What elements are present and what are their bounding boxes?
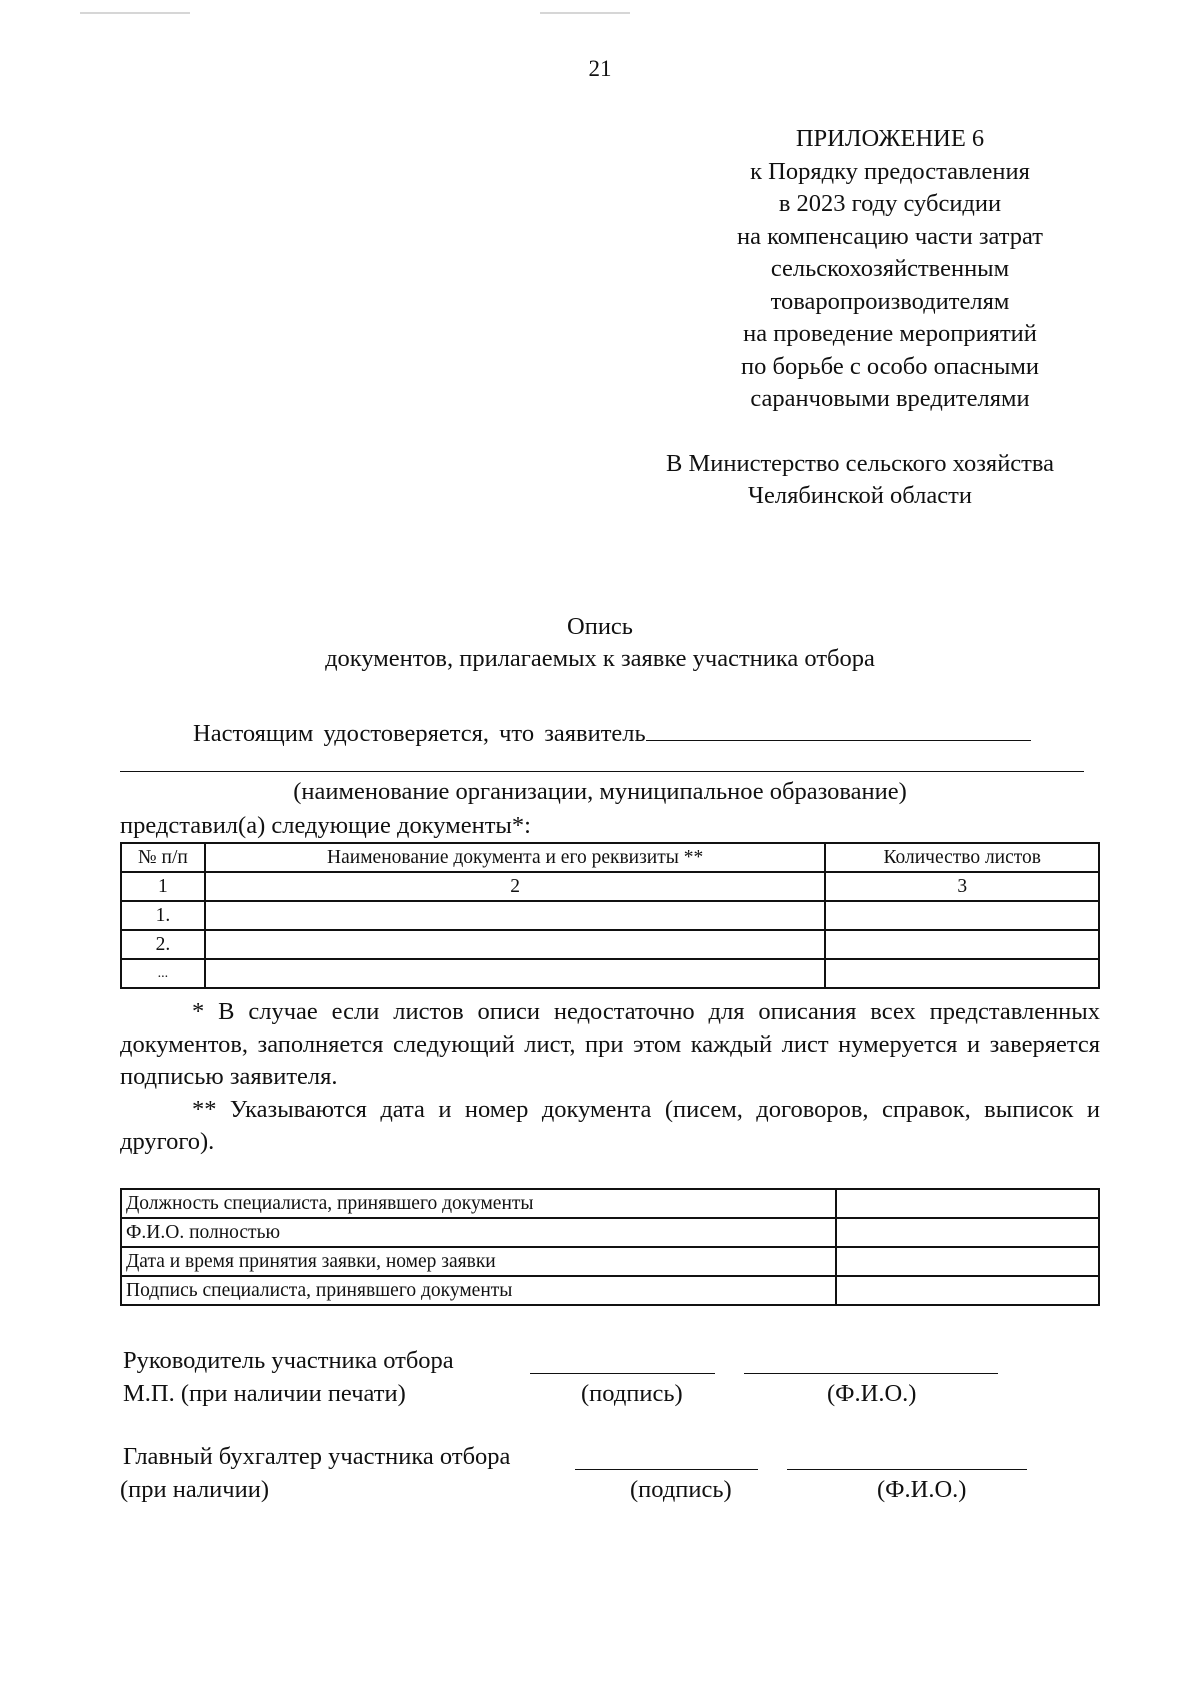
accountant-signature-label: Главный бухгалтер участника отбора bbox=[123, 1443, 511, 1470]
documents-table bbox=[120, 842, 1100, 989]
numbering-cell: 2 bbox=[205, 872, 826, 901]
reception-label: Должность специалиста, принявшего документы bbox=[121, 1189, 836, 1218]
reception-table bbox=[120, 1188, 1100, 1306]
certify-line bbox=[193, 716, 1031, 748]
applicant-field-continuation[interactable] bbox=[120, 771, 1084, 772]
appendix-line: по борьбе с особо опасными bbox=[741, 352, 1039, 380]
sheet-count-cell[interactable] bbox=[825, 959, 1099, 988]
document-name-cell[interactable] bbox=[205, 901, 826, 930]
accountant-signature-caption: (подпись) bbox=[630, 1476, 732, 1503]
header-cell: № п/п bbox=[121, 843, 205, 872]
table-header-row bbox=[121, 843, 1099, 872]
applicant-field[interactable] bbox=[646, 716, 1031, 741]
table-row bbox=[121, 1247, 1099, 1276]
head-name-field[interactable] bbox=[744, 1373, 998, 1374]
header-cell: Количество листов bbox=[825, 843, 1099, 872]
addressee bbox=[600, 448, 1120, 512]
appendix-line: на проведение мероприятий bbox=[743, 320, 1037, 347]
title-line-1: Опись bbox=[567, 613, 633, 640]
accountant-signature-field[interactable] bbox=[575, 1469, 758, 1470]
title-line-2: документов, прилагаемых к заявке участника отбора bbox=[325, 645, 875, 672]
appendix-line: саранчовыми вредителями bbox=[750, 385, 1030, 412]
table-row bbox=[121, 959, 1099, 988]
head-name-caption: (Ф.И.О.) bbox=[827, 1380, 917, 1407]
table-row bbox=[121, 1218, 1099, 1247]
document-title bbox=[0, 611, 1200, 675]
reception-value-cell[interactable] bbox=[836, 1189, 1099, 1218]
reception-value-cell[interactable] bbox=[836, 1276, 1099, 1305]
head-signature-caption: (подпись) bbox=[581, 1380, 683, 1407]
appendix-line: ПРИЛОЖЕНИЕ 6 bbox=[795, 125, 985, 152]
table-row bbox=[121, 1189, 1099, 1218]
head-signature-label: Руководитель участника отбора bbox=[123, 1347, 454, 1374]
addressee-line: В Министерство сельского хозяйства bbox=[665, 450, 1055, 477]
accountant-sublabel: (при наличии) bbox=[120, 1476, 269, 1503]
header-cell: Наименование документа и его реквизиты ** bbox=[205, 843, 826, 872]
org-hint: (наименование организации, муниципальное образование) bbox=[293, 778, 907, 805]
appendix-line: в 2023 году субсидии bbox=[778, 190, 1002, 217]
addressee-line: Челябинской области bbox=[748, 482, 972, 509]
head-signature-field[interactable] bbox=[530, 1373, 715, 1374]
reception-value-cell[interactable] bbox=[836, 1247, 1099, 1276]
document-name-cell[interactable] bbox=[205, 930, 826, 959]
page-number: 21 bbox=[588, 56, 612, 81]
document-name-cell[interactable] bbox=[205, 959, 826, 988]
footnotes bbox=[120, 996, 1100, 1159]
row-number: 2. bbox=[121, 930, 205, 959]
numbering-cell: 3 bbox=[825, 872, 1099, 901]
row-number: ... bbox=[121, 959, 205, 988]
sheet-count-cell[interactable] bbox=[825, 930, 1099, 959]
appendix-line: на компенсацию части затрат bbox=[737, 222, 1043, 250]
table-row bbox=[121, 930, 1099, 959]
table-numbering-row bbox=[121, 872, 1099, 901]
head-stamp-label: М.П. (при наличии печати) bbox=[123, 1380, 406, 1407]
numbering-cell: 1 bbox=[121, 872, 205, 901]
scan-speck bbox=[540, 12, 630, 14]
reception-value-cell[interactable] bbox=[836, 1218, 1099, 1247]
footnote-2: ** Указываются дата и номер документа (писем, договоров, справок, выписок и другого). bbox=[120, 1095, 1100, 1155]
appendix-line: сельскохозяйственным bbox=[770, 255, 1010, 282]
footnote-1: * В случае если листов описи недостаточно для описания всех представленных документов, заполняется следующий лист, при этом каждый лист нумеруется и заверяется подписью заявителя. bbox=[120, 998, 1100, 1090]
sheet-count-cell[interactable] bbox=[825, 901, 1099, 930]
appendix-header bbox=[640, 123, 1140, 416]
table-row bbox=[121, 1276, 1099, 1305]
appendix-line: товаропроизводителям bbox=[770, 287, 1010, 315]
scan-speck bbox=[80, 12, 190, 14]
presented-text: представил(а) следующие документы*: bbox=[120, 812, 531, 839]
reception-label: Ф.И.О. полностью bbox=[121, 1218, 836, 1247]
reception-label: Дата и время принятия заявки, номер заявки bbox=[121, 1247, 836, 1276]
row-number: 1. bbox=[121, 901, 205, 930]
reception-label: Подпись специалиста, принявшего документы bbox=[121, 1276, 836, 1305]
appendix-line: к Порядку предоставления bbox=[750, 157, 1030, 185]
accountant-name-caption: (Ф.И.О.) bbox=[877, 1476, 967, 1503]
accountant-name-field[interactable] bbox=[787, 1469, 1027, 1470]
table-row bbox=[121, 901, 1099, 930]
certify-text: Настоящим удостоверяется, что заявитель bbox=[193, 720, 646, 747]
